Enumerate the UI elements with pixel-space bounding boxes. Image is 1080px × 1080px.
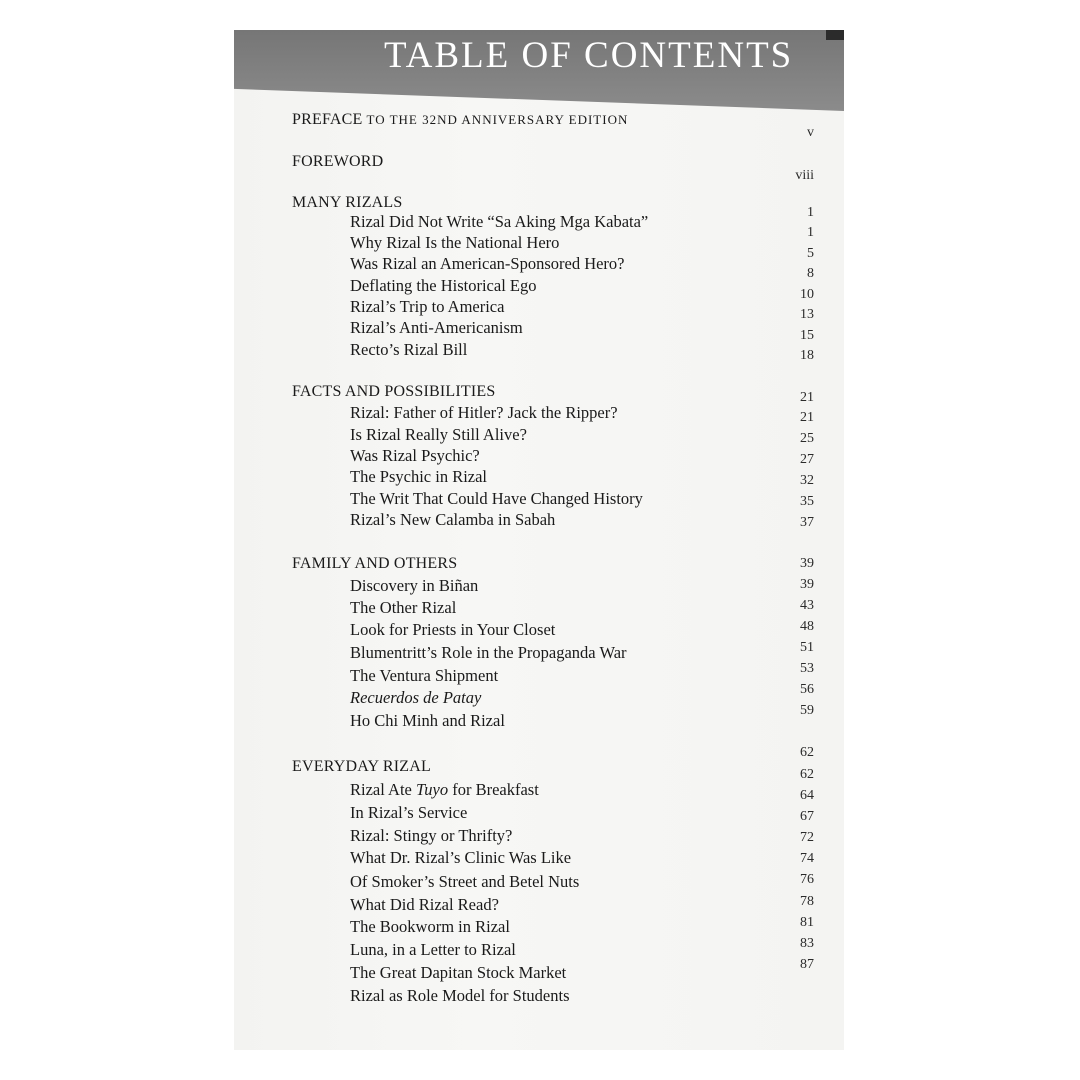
toc-item: Rizal: Stingy or Thrifty?: [350, 826, 513, 845]
toc-item: Rizal’s Anti-Americanism: [350, 318, 523, 337]
page-number: 13: [800, 307, 814, 322]
toc-item: Rizal’s Trip to America: [350, 297, 505, 316]
toc-item: Luna, in a Letter to Rizal: [350, 940, 516, 959]
page-number: 1: [807, 205, 814, 220]
toc-item: Why Rizal Is the National Hero: [350, 233, 560, 252]
toc-item: The Other Rizal: [350, 598, 457, 617]
page-number: 81: [800, 915, 814, 930]
page-number: 62: [800, 767, 814, 782]
toc-item: Is Rizal Really Still Alive?: [350, 425, 527, 444]
page-number: 8: [807, 266, 814, 281]
toc-item: Of Smoker’s Street and Betel Nuts: [350, 872, 580, 891]
page-number: 21: [800, 410, 814, 425]
page-number: 87: [800, 957, 814, 972]
page-number: 32: [800, 473, 814, 488]
toc-item: The Psychic in Rizal: [350, 467, 488, 486]
toc-item: What Dr. Rizal’s Clinic Was Like: [350, 848, 572, 867]
page-number: 27: [800, 452, 814, 467]
toc-preface: [292, 110, 628, 130]
toc-item: Rizal Did Not Write “Sa Aking Mga Kabata”: [350, 212, 649, 231]
page-number: 56: [800, 682, 814, 697]
toc-item-italic: Tuyo: [415, 780, 449, 799]
page-number: 51: [800, 640, 814, 655]
toc-item: Rizal as Role Model for Students: [350, 986, 570, 1005]
page-number: 25: [800, 431, 814, 446]
page-number: 83: [800, 936, 814, 951]
banner-corner: [826, 30, 844, 40]
toc-item-part: Rizal Ate: [350, 780, 416, 799]
toc-item: The Great Dapitan Stock Market: [350, 963, 567, 982]
toc-item: Ho Chi Minh and Rizal: [350, 711, 505, 730]
page-number: 39: [800, 577, 814, 592]
toc-section: FACTS AND POSSIBILITIES: [292, 383, 496, 400]
toc-item: [350, 688, 481, 708]
toc-item: Deflating the Historical Ego: [350, 276, 537, 295]
toc-item: In Rizal’s Service: [350, 803, 468, 822]
page-number: 21: [800, 390, 814, 405]
page-number: 18: [800, 348, 814, 363]
book-page: [234, 30, 844, 1050]
toc-item: Rizal’s New Calamba in Sabah: [350, 510, 556, 529]
toc-section: EVERYDAY RIZAL: [292, 758, 431, 775]
toc-item: Look for Priests in Your Closet: [350, 620, 556, 639]
toc-item: Was Rizal Psychic?: [350, 446, 480, 465]
page-number: 74: [800, 851, 814, 866]
page-number: v: [807, 125, 814, 140]
page-number: 67: [800, 809, 814, 824]
toc-section: FAMILY AND OTHERS: [292, 555, 458, 572]
page-number: 1: [807, 225, 814, 240]
toc-item-part: for Breakfast: [448, 780, 539, 799]
page-number: 37: [800, 515, 814, 530]
page-number: 15: [800, 328, 814, 343]
page-number: 62: [800, 745, 814, 760]
page-number: 72: [800, 830, 814, 845]
toc-section: FOREWORD: [292, 153, 384, 170]
toc-item: The Writ That Could Have Changed History: [350, 489, 643, 508]
preface-rest: TO THE 32ND ANNIVERSARY EDITION: [362, 112, 629, 127]
toc-item: The Bookworm in Rizal: [350, 917, 510, 936]
toc-item: Discovery in Biñan: [350, 576, 479, 595]
page-number: 59: [800, 703, 814, 718]
toc-item: Was Rizal an American-Sponsored Hero?: [350, 254, 625, 273]
preface-lead: PREFACE: [292, 111, 363, 128]
page-number: 53: [800, 661, 814, 676]
page-number: 76: [800, 872, 814, 887]
page-number: 35: [800, 494, 814, 509]
page-number: 10: [800, 287, 814, 302]
toc-item: Rizal: Father of Hitler? Jack the Ripper?: [350, 403, 618, 422]
toc-item: Recto’s Rizal Bill: [350, 340, 468, 359]
page-number: viii: [795, 168, 814, 183]
toc-item: Blumentritt’s Role in the Propaganda War: [350, 643, 627, 662]
page-number: 64: [800, 788, 814, 803]
toc-item: [350, 780, 539, 800]
page-title: TABLE OF CONTENTS: [384, 35, 794, 76]
page-number: 43: [800, 598, 814, 613]
toc-item-italic: Recuerdos de Patay: [350, 688, 482, 707]
page-number: 48: [800, 619, 814, 634]
toc-item: The Ventura Shipment: [350, 666, 499, 685]
page-number: 78: [800, 894, 814, 909]
page-number: 5: [807, 246, 814, 261]
page-number: 39: [800, 556, 814, 571]
toc-section: MANY RIZALS: [292, 194, 403, 211]
toc-item: What Did Rizal Read?: [350, 895, 499, 914]
